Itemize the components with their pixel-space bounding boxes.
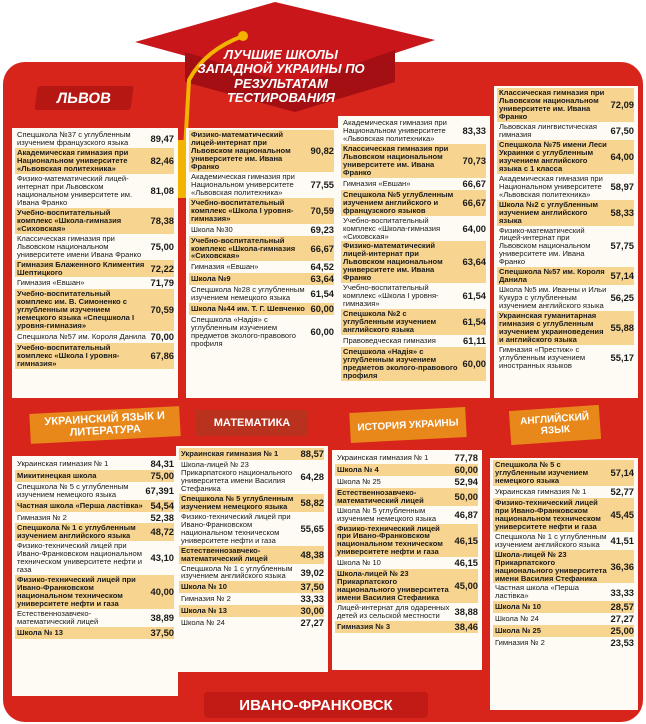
school-score: 67,86 xyxy=(150,350,174,362)
school-name: Учебно-воспитательный комплекс им. В. Симоненко с углубленным изучением немецкого языка «Спецшкола І уровня-гимназия» xyxy=(17,289,135,331)
school-score: 27,27 xyxy=(610,613,634,625)
school-score: 48,38 xyxy=(300,548,324,560)
school-name: Физико-математический лицей-интернат при Львовском национальном университете им. Ивана Франко xyxy=(499,225,591,267)
school-name: Гимназия Блаженного Климентия Шептицкого xyxy=(17,259,145,277)
school-score: 58,82 xyxy=(300,496,324,508)
school-score: 61,54 xyxy=(462,316,486,328)
school-score: 52,94 xyxy=(454,475,478,487)
school-score: 66,67 xyxy=(310,242,334,254)
school-score: 77,78 xyxy=(454,452,478,463)
school-name: Гимназия № 2 xyxy=(17,512,67,522)
school-name: Академическая гимназия при Национальном университете «Львовская политехника» xyxy=(17,147,129,173)
school-name: Физико-технический лицей при Ивано-Франковском национальном техническом университете нефти и газа xyxy=(495,497,601,531)
school-score: 83,33 xyxy=(462,125,486,137)
school-score: 33,33 xyxy=(300,593,324,605)
school-row xyxy=(493,460,634,486)
school-row xyxy=(179,605,324,617)
school-score: 38,46 xyxy=(454,621,478,633)
school-name: Школа №2 с углубленным изучением английского языка xyxy=(499,199,598,225)
school-name: Учебно-воспитательный комплекс «Школа І уровня-гимназия» xyxy=(343,283,439,309)
school-score: 72,09 xyxy=(610,99,634,110)
school-row xyxy=(337,506,478,524)
school-score: 54,54 xyxy=(150,499,174,511)
school-row xyxy=(341,309,486,335)
school-row xyxy=(497,311,634,345)
if-ukr-panel xyxy=(12,456,178,696)
school-name: Спецшкола «Надія» с углубленным изучением предметов эколого-правового профиля xyxy=(343,347,458,380)
school-name: Украинская гуманитарная гимназия с углубленным изучением украиноведения и английского языка xyxy=(499,311,604,345)
school-name: Естественнозавчеко-математический лицей xyxy=(337,487,424,505)
school-name: Физико-математический лицей-интернат при Львовском национальном университете им. Ивана Франко xyxy=(191,130,291,171)
school-row xyxy=(15,523,174,541)
school-score: 52,38 xyxy=(150,511,174,523)
school-score: 45,00 xyxy=(454,580,478,592)
school-name: Академическая гимназия при Национальном университете «Львовская политехника» xyxy=(191,171,295,197)
school-row xyxy=(335,569,478,603)
school-name: Учебно-воспитательный комплекс «Школа-гимназия «Сиховская» xyxy=(343,215,441,241)
school-row xyxy=(499,122,634,140)
school-row xyxy=(191,224,334,236)
school-score: 61,11 xyxy=(463,335,486,347)
school-name: Гимназия № 2 xyxy=(181,594,231,604)
school-name: Спецшкола «Надія» с углубленным изучением предметов эколого-правового профиля xyxy=(191,315,296,348)
school-score: 25,00 xyxy=(610,625,634,637)
school-row xyxy=(17,130,174,148)
school-score: 46,15 xyxy=(454,557,478,569)
school-name: Гимназия № 2 xyxy=(495,637,545,647)
school-score: 37,50 xyxy=(150,627,174,639)
headline: ЛУЧШИЕ ШКОЛЫ ЗАПАДНОЙ УКРАИНЫ ПО РЕЗУЛЬТАТАМ ТЕСТИРОВАНИЯ xyxy=(197,47,365,105)
school-row xyxy=(497,267,634,285)
school-row xyxy=(343,283,486,309)
school-name: Школа № 24 xyxy=(495,614,539,624)
city-label-ivano-frankivsk: ИВАНО-ФРАНКОВСК xyxy=(204,692,428,718)
school-score: 60,00 xyxy=(310,326,334,337)
school-row xyxy=(341,190,486,216)
school-row xyxy=(15,575,174,609)
school-score: 55,17 xyxy=(610,352,634,364)
school-row xyxy=(17,541,174,575)
school-score: 70,00 xyxy=(150,331,174,343)
school-score: 67,391 xyxy=(145,484,174,496)
school-row xyxy=(17,174,174,208)
school-row xyxy=(497,200,634,226)
school-row xyxy=(15,289,174,331)
school-score: 67,50 xyxy=(610,124,634,136)
lviv-math-panel xyxy=(186,128,338,398)
school-score: 28,57 xyxy=(610,601,634,613)
school-row xyxy=(189,236,334,262)
school-score: 48,72 xyxy=(150,526,174,538)
school-row xyxy=(17,458,174,470)
school-row xyxy=(179,448,324,460)
school-name: Учебно-воспитательный комплекс «Школа-гимназия «Сиховская» xyxy=(191,235,296,261)
lviv-ukr-panel xyxy=(12,128,178,398)
school-name: Физико-технический лицей при Ивано-Франковском национальном техническом университете нефти и газа xyxy=(181,511,291,545)
school-row xyxy=(341,347,486,381)
school-name: Школа № 10 xyxy=(181,582,227,592)
school-row xyxy=(17,234,174,260)
school-name: Спецшкола № 5 с углубленным изучением немецкого языка xyxy=(495,460,589,485)
school-score: 46,87 xyxy=(454,508,478,520)
school-row xyxy=(495,486,634,498)
school-name: Школа № 13 xyxy=(17,628,63,638)
school-row xyxy=(495,637,634,649)
school-name: Школа-лицей № 23 Прикарпатского национального университета имени Василия Стефаника xyxy=(495,549,607,583)
school-name: Спецшкола №5 углубленным изучением английского и французского языков xyxy=(343,189,454,215)
school-score: 78,38 xyxy=(150,214,174,226)
if-eng-panel xyxy=(490,458,638,710)
school-name: Классическая гимназия при Львовском национальном университете имени Ивана Франко xyxy=(17,233,142,259)
school-name: Академическая гимназия при Национальном университете «Львовская политехника» xyxy=(343,118,447,143)
school-row xyxy=(497,88,634,122)
school-name: Украинская гимназия № 1 xyxy=(495,486,587,496)
school-name: Школа № 25 xyxy=(337,476,381,486)
school-row xyxy=(343,118,486,144)
school-name: Школа №30 xyxy=(191,224,233,234)
school-row xyxy=(495,583,634,601)
subject-banner-math: МАТЕМАТИКА xyxy=(196,410,308,436)
school-name: Классическая гимназия при Львовском национальном университете им. Ивана Франко xyxy=(499,88,605,121)
school-name: Естественнозавчеко-математический лицей xyxy=(17,609,99,627)
school-score: 75,00 xyxy=(150,469,174,481)
school-name: Академическая гимназия при Национальном университете «Львовская политехника» xyxy=(499,173,603,199)
school-name: Физико-математический лицей-интернат при Львовском национальном университете им. Ивана Франко xyxy=(343,241,443,283)
school-score: 55,88 xyxy=(610,322,634,334)
school-row xyxy=(493,550,634,584)
school-row xyxy=(191,172,334,198)
school-row xyxy=(191,261,334,273)
school-name: Школа № 25 xyxy=(495,626,541,636)
subject-banner-eng: АНГЛИЙСКИЙ ЯЗЫК xyxy=(509,405,601,445)
school-score: 58,33 xyxy=(610,206,634,218)
school-score: 61,54 xyxy=(310,288,334,300)
school-row xyxy=(15,260,174,278)
school-row xyxy=(495,613,634,625)
school-score: 81,08 xyxy=(150,184,174,196)
school-score: 40,00 xyxy=(150,586,174,598)
school-row xyxy=(499,345,634,371)
school-score: 70,59 xyxy=(150,304,174,316)
school-score: 70,59 xyxy=(310,204,334,216)
lviv-eng-panel xyxy=(494,86,638,398)
school-row xyxy=(15,470,174,482)
school-name: Классическая гимназия при Львовском национальном университете им. Ивана Франко xyxy=(343,143,449,177)
school-name: Спецшкола № 5 с углубленным изучением немецкого языка xyxy=(17,481,129,499)
if-math-panel xyxy=(176,446,328,672)
school-row xyxy=(181,564,324,582)
school-name: Спецшкола № 1 с углубленным изучением английского языка xyxy=(17,523,136,541)
school-score: 61,54 xyxy=(462,290,486,302)
school-score: 60,00 xyxy=(310,303,334,315)
school-name: Гимназия «Евшан» xyxy=(191,262,259,272)
school-score: 89,47 xyxy=(150,133,174,145)
school-row xyxy=(497,140,634,174)
school-row xyxy=(179,494,324,512)
school-name: Частная школа «Перша ластівка» xyxy=(495,583,579,601)
school-row xyxy=(343,178,486,190)
school-name: Естественнозавчеко-математический лицей xyxy=(181,545,268,563)
school-row xyxy=(191,315,334,349)
school-row xyxy=(181,460,324,494)
school-score: 27,27 xyxy=(300,617,324,629)
school-row xyxy=(15,148,174,174)
school-score: 60,00 xyxy=(462,358,486,369)
school-row xyxy=(181,593,324,605)
school-score: 64,52 xyxy=(310,261,334,273)
school-name: Школа №44 им. Т. Г. Шевченко xyxy=(191,304,305,314)
school-row xyxy=(341,144,486,178)
school-score: 71,79 xyxy=(150,277,174,289)
school-score: 82,46 xyxy=(150,154,174,166)
school-name: Спецшкола №57 им. Короля Данила xyxy=(499,267,605,285)
school-score: 90,82 xyxy=(310,144,334,156)
school-row xyxy=(179,581,324,593)
school-name: Микитинецкая школа xyxy=(17,470,97,480)
school-name: Спецшкола № 1 с углубленным изучением английского языка xyxy=(181,563,293,581)
school-name: Спецшкола № 1 с углубленным изучением английского языка xyxy=(495,531,607,549)
school-name: Школа № 10 xyxy=(495,602,541,612)
school-score: 55,65 xyxy=(300,522,324,534)
school-score: 64,00 xyxy=(610,150,634,162)
school-row xyxy=(495,532,634,550)
school-row xyxy=(15,500,174,512)
school-row xyxy=(15,208,174,234)
school-score: 57,14 xyxy=(610,270,634,282)
school-row xyxy=(493,601,634,613)
city-label-lviv: ЛЬВОВ xyxy=(34,86,133,110)
school-row xyxy=(337,452,478,464)
school-row xyxy=(343,216,486,242)
school-row xyxy=(189,198,334,224)
school-score: 57,75 xyxy=(610,240,634,252)
school-score: 50,00 xyxy=(454,490,478,502)
school-row xyxy=(179,546,324,564)
school-name: Спецшкола №57 им. Короля Данила xyxy=(17,332,146,342)
school-score: 77,55 xyxy=(310,178,334,190)
school-score: 30,00 xyxy=(300,605,324,617)
school-score: 88,57 xyxy=(300,448,324,459)
school-row xyxy=(493,625,634,637)
school-row xyxy=(499,174,634,200)
school-row xyxy=(499,226,634,268)
school-score: 69,23 xyxy=(310,223,334,235)
school-row xyxy=(341,241,486,283)
school-name: Спецшкола №37 с углубленным изучением французского языка xyxy=(17,130,131,147)
school-name: Гимназия «Евшан» xyxy=(343,178,411,188)
school-row xyxy=(493,498,634,532)
school-score: 64,28 xyxy=(300,470,324,482)
school-score: 58,97 xyxy=(610,180,634,192)
school-name: Школа № 4 xyxy=(337,464,379,474)
school-score: 75,00 xyxy=(150,240,174,252)
school-score: 38,89 xyxy=(150,612,174,624)
school-name: Школа №5 им. Иванны и Ильи Кукурэ с углубленным изучением английского языка xyxy=(499,285,607,311)
school-score: 38,88 xyxy=(454,606,478,618)
school-score: 70,73 xyxy=(462,154,486,166)
school-score: 37,50 xyxy=(300,581,324,593)
school-row xyxy=(15,627,174,639)
school-score: 36,36 xyxy=(610,560,634,572)
school-name: Школа №9 xyxy=(191,274,231,284)
school-name: Львовская лингвистическая гимназия xyxy=(499,121,598,139)
school-row xyxy=(337,603,478,621)
school-row xyxy=(335,524,478,558)
school-name: Украинская гимназия № 1 xyxy=(17,458,109,468)
school-row xyxy=(335,464,478,476)
school-row xyxy=(17,609,174,627)
school-score: 52,77 xyxy=(610,485,634,497)
school-name: Спецшкола №2 с углубленным изучением английского языка xyxy=(343,309,437,335)
school-score: 56,25 xyxy=(610,292,634,304)
school-score: 60,00 xyxy=(454,463,478,475)
school-name: Школа-лицей № 23 Прикарпатского национального университета имени Василия Стефаника xyxy=(181,459,293,493)
school-row xyxy=(189,273,334,285)
school-name: Школа № 13 xyxy=(181,606,227,616)
school-row xyxy=(181,512,324,546)
school-name: Учебно-воспитательный комплекс «Школа-гимназия «Сиховская» xyxy=(17,207,122,233)
subject-banner-ukr: УКРАИНСКИЙ ЯЗЫК И ЛИТЕРАТУРА xyxy=(29,406,180,444)
school-score: 23,53 xyxy=(610,637,634,649)
school-row xyxy=(15,343,174,369)
school-name: Школа № 5 углубленным изучением немецкого языка xyxy=(337,505,437,523)
school-name: Гимназия «Евшан» xyxy=(17,278,85,288)
school-score: 66,67 xyxy=(462,177,486,189)
school-row xyxy=(335,488,478,506)
school-row xyxy=(335,621,478,633)
school-name: Школа № 24 xyxy=(181,618,225,628)
school-name: Частная школа «Перша ластівка» xyxy=(17,500,143,510)
school-row xyxy=(17,277,174,289)
school-row xyxy=(17,331,174,343)
school-name: Лицей-интернат для одаренных детей из сельской местности xyxy=(337,603,450,621)
school-name: Физико-технический лицей при Ивано-Франковском национальном техническом университете нефти и газа xyxy=(17,541,143,575)
school-score: 45,45 xyxy=(610,508,634,520)
school-row xyxy=(499,285,634,311)
school-row xyxy=(189,130,334,172)
school-score: 66,67 xyxy=(462,196,486,208)
school-score: 57,14 xyxy=(610,467,634,479)
school-name: Спецшкола №75 имени Леси Украинки с углубленным изучением английского языка с 1 класса xyxy=(499,139,607,173)
school-score: 63,64 xyxy=(310,273,334,285)
school-row xyxy=(17,512,174,524)
school-score: 33,33 xyxy=(610,586,634,598)
school-name: Спецшкола №28 с углубленным изучением немецкого языка xyxy=(191,285,305,303)
school-score: 72,22 xyxy=(150,262,174,274)
school-score: 46,15 xyxy=(454,534,478,546)
school-row xyxy=(189,303,334,315)
school-row xyxy=(17,482,174,500)
school-name: Школа-лицей № 23 Прикарпатского национального университета имени Василия Стефаника xyxy=(337,569,449,603)
school-name: Правоведческая гимназия xyxy=(343,336,436,346)
school-row xyxy=(191,285,334,303)
if-hist-panel xyxy=(332,450,482,670)
school-score: 43,10 xyxy=(150,552,174,564)
school-score: 41,51 xyxy=(610,534,634,546)
school-score: 64,00 xyxy=(462,222,486,234)
school-name: Физико-технический лицей при Ивано-Франковском национальном техническом университете нефти и газа xyxy=(337,523,443,557)
school-name: Физико-математический лицей-интернат при Львовском национальном университете им. Ивана Франко xyxy=(17,173,133,207)
school-row xyxy=(181,617,324,629)
school-name: Учебно-воспитательный комплекс «Школа І уровня-гимназия» xyxy=(191,197,294,223)
school-name: Украинская гимназия № 1 xyxy=(337,452,429,462)
school-name: Учебно-воспитательный комплекс «Школа І уровня-гимназия» xyxy=(17,343,120,368)
school-row xyxy=(343,335,486,347)
lviv-hist-panel xyxy=(338,116,490,398)
school-name: Спецшкола № 5 углубленным изучением немецкого языка xyxy=(181,493,294,511)
school-row xyxy=(337,476,478,488)
school-row xyxy=(337,557,478,569)
school-score: 63,64 xyxy=(462,256,486,268)
school-name: Физико-технический лицей при Ивано-Франковском национальном техническом университете нефти и газа xyxy=(17,575,136,609)
school-name: Школа № 10 xyxy=(337,558,381,568)
school-score: 39,02 xyxy=(300,566,324,578)
school-name: Гимназия «Престиж» с углубленным изучением иностранных языков xyxy=(499,345,586,370)
school-name: Украинская гимназия № 1 xyxy=(181,448,279,458)
school-name: Гимназия № 3 xyxy=(337,622,391,632)
school-score: 84,31 xyxy=(150,458,174,469)
subject-banner-hist: ИСТОРИЯ УКРАИНЫ xyxy=(349,407,466,443)
